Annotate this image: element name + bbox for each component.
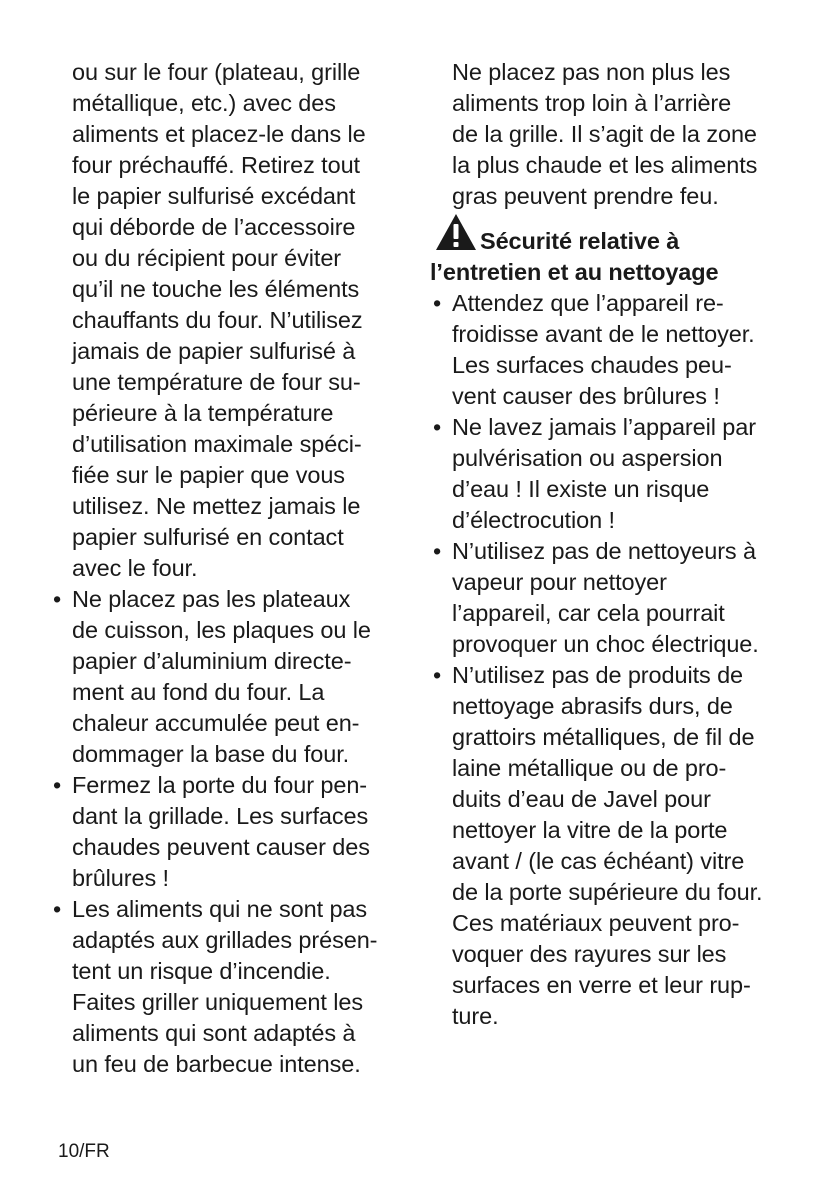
text-line: qui déborde de l’accessoire [72, 214, 356, 240]
text-line: gras peuvent prendre feu. [452, 183, 719, 209]
bullet-item [50, 770, 415, 894]
text-line: Faites griller uniquement les [72, 989, 363, 1015]
heading-line-2: l’entretien et au nettoyage [430, 259, 719, 285]
text-line: de la porte supérieure du four. [452, 879, 763, 905]
text-line: l’appareil, car cela pourrait [452, 600, 725, 626]
text-line: aliments qui sont adaptés à [72, 1020, 356, 1046]
text-line: aliments et placez-le dans le [72, 121, 366, 147]
heading-line-1 [430, 226, 802, 257]
text-line: fiée sur le papier que vous [72, 462, 345, 488]
bullet-item [430, 412, 802, 536]
text-line: pulvérisation ou aspersion [452, 445, 723, 471]
text-line: provoquer un choc électrique. [452, 631, 759, 657]
bullet-item [430, 660, 802, 1032]
text-line: jamais de papier sulfurisé à [72, 338, 356, 364]
text-line: nettoyage abrasifs durs, de [452, 693, 733, 719]
text-line: tent un risque d’incendie. [72, 958, 331, 984]
text-line: • N’utilisez pas de produits de [452, 662, 744, 688]
text-line: Ne placez pas non plus les [452, 59, 731, 85]
section-heading [430, 226, 802, 288]
text-line: grattoirs métalliques, de fil de [452, 724, 755, 750]
text-line: d’électrocution ! [452, 507, 615, 533]
text-line: laine métallique ou de pro- [452, 755, 727, 781]
text-line: ture. [452, 1003, 499, 1029]
text-line: d’utilisation maximale spéci- [72, 431, 362, 457]
bullet-item [50, 584, 415, 770]
text-line: nettoyer la vitre de la porte [452, 817, 728, 843]
text-line: • Les aliments qui ne sont pas [72, 896, 368, 922]
text-line: voquer des rayures sur les [452, 941, 727, 967]
text-line: aliments trop loin à l’arrière [452, 90, 732, 116]
left-column [50, 57, 415, 1080]
text-line: four préchauffé. Retirez tout [72, 152, 360, 178]
text-line: duits d’eau de Javel pour [452, 786, 711, 812]
text-line: brûlures ! [72, 865, 169, 891]
text-line: ment au fond du four. La [72, 679, 325, 705]
text-line: de la grille. Il s’agit de la zone [452, 121, 757, 147]
text-line: le papier sulfurisé excédant [72, 183, 356, 209]
text-line: chaleur accumulée peut en- [72, 710, 360, 736]
bullet-item [430, 536, 802, 660]
right-column [430, 57, 802, 1032]
text-line: avec le four. [72, 555, 198, 581]
warning-triangle-icon [434, 212, 478, 252]
text-line: Ces matériaux peuvent pro- [452, 910, 740, 936]
bullet-item [430, 288, 802, 412]
text-line: Les surfaces chaudes peu- [452, 352, 732, 378]
heading-text: Sécurité relative à [480, 228, 680, 254]
text-line: • N’utilisez pas de nettoyeurs à [452, 538, 756, 564]
text-line: la plus chaude et les aliments [452, 152, 758, 178]
text-line: d’eau ! Il existe un risque [452, 476, 710, 502]
text-line: dommager la base du four. [72, 741, 350, 767]
text-line: froidisse avant de le nettoyer. [452, 321, 755, 347]
text-line: avant / (le cas échéant) vitre [452, 848, 745, 874]
text-line: • Ne lavez jamais l’appareil par [452, 414, 756, 440]
text-line: chaudes peuvent causer des [72, 834, 370, 860]
text-line: vent causer des brûlures ! [452, 383, 720, 409]
text-line: • Fermez la porte du four pen- [72, 772, 368, 798]
intro-paragraph [430, 57, 802, 212]
bullet-item [50, 894, 415, 1080]
text-line: ou sur le four (plateau, grille [72, 59, 361, 85]
text-line: un feu de barbecue intense. [72, 1051, 361, 1077]
text-line: adaptés aux grillades présen- [72, 927, 378, 953]
text-line: papier d’aluminium directe- [72, 648, 352, 674]
text-line: ou du récipient pour éviter [72, 245, 342, 271]
text-line: de cuisson, les plaques ou le [72, 617, 371, 643]
text-line: métallique, etc.) avec des [72, 90, 336, 116]
continued-paragraph [50, 57, 415, 584]
text-line: chauffants du four. N’utilisez [72, 307, 363, 333]
text-line: papier sulfurisé en contact [72, 524, 344, 550]
text-line: une température de four su- [72, 369, 361, 395]
text-line: • Ne placez pas les plateaux [72, 586, 351, 612]
text-line: utilisez. Ne mettez jamais le [72, 493, 361, 519]
text-line: périeure à la température [72, 400, 334, 426]
text-line: surfaces en verre et leur rup- [452, 972, 751, 998]
text-line: vapeur pour nettoyer [452, 569, 667, 595]
page-number: 10/FR [58, 1141, 110, 1162]
text-line: dant la grillade. Les surfaces [72, 803, 369, 829]
text-line: • Attendez que l’appareil re- [452, 290, 724, 316]
text-line: qu’il ne touche les éléments [72, 276, 360, 302]
